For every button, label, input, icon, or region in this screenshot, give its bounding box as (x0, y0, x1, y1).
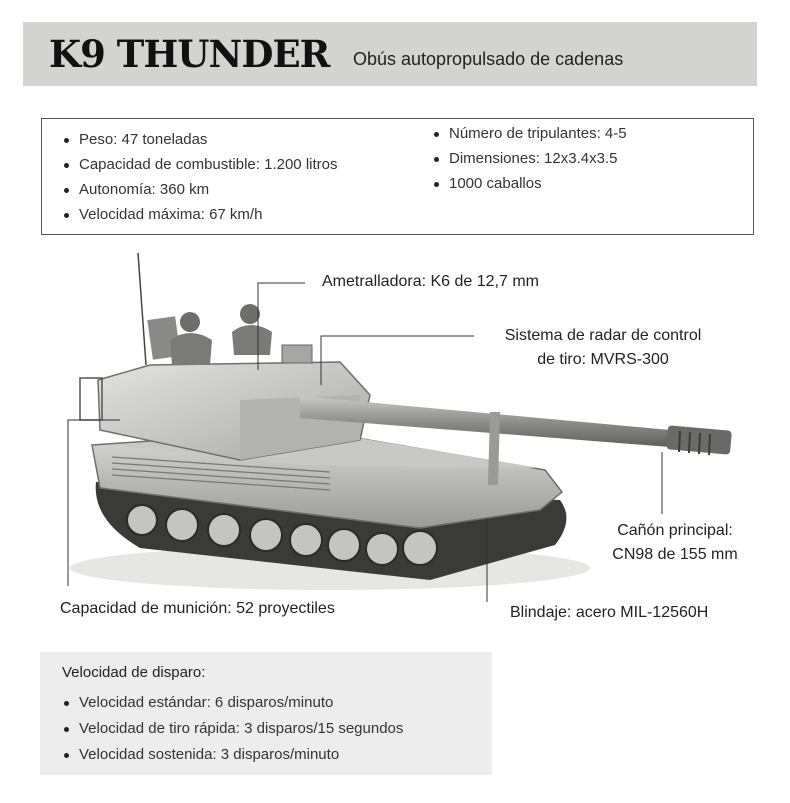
radar-box (282, 345, 312, 363)
callout-radar-line1: Sistema de radar de control (504, 327, 702, 344)
fire-rate-sustained: Velocidad sostenida: 3 disparos/minuto (62, 746, 403, 772)
specs-panel (41, 118, 754, 235)
page-title: K9 THUNDER (49, 32, 330, 76)
page-subtitle: Obús autopropulsado de cadenas (353, 49, 624, 69)
spec-speed: Velocidad máxima: 67 km/h (62, 206, 338, 231)
spec-crew: Número de tripulantes: 4-5 (432, 125, 627, 150)
crew-body-1 (170, 333, 212, 365)
specs-list-right (432, 125, 627, 200)
callout-machine-gun: Ametralladora: K6 de 12,7 mm (322, 273, 539, 290)
crew-head-2 (240, 304, 260, 324)
fire-rate-title: Velocidad de disparo: (62, 664, 206, 681)
spec-dimensions: Dimensiones: 12x3.4x3.5 (432, 150, 627, 175)
title-bar (23, 22, 757, 86)
callout-gun-line1: Cañón principal: (617, 522, 733, 539)
callout-main-gun (600, 519, 750, 567)
spec-fuel: Capacidad de combustible: 1.200 litros (62, 156, 338, 181)
specs-list-left (62, 131, 338, 231)
callout-ammunition: Capacidad de munición: 52 proyectiles (60, 600, 335, 617)
barrel-support (488, 412, 500, 485)
crew-head-1 (180, 312, 200, 332)
spec-range: Autonomía: 360 km (62, 181, 338, 206)
crew-body-2 (232, 325, 272, 355)
fire-rate-rapid: Velocidad de tiro rápida: 3 disparos/15 segundos (62, 720, 403, 746)
callout-gun-line2: CN98 de 155 mm (612, 546, 738, 563)
antenna (138, 253, 146, 365)
fire-rate-panel (40, 652, 492, 775)
fire-rate-standard: Velocidad estándar: 6 disparos/minuto (62, 694, 403, 720)
callout-radar (483, 324, 723, 372)
spec-power: 1000 caballos (432, 175, 627, 200)
callout-armor: Blindaje: acero MIL-12560H (510, 604, 709, 621)
fire-rate-list (62, 694, 403, 772)
spec-weight: Peso: 47 toneladas (62, 131, 338, 156)
callout-radar-line2: de tiro: MVRS-300 (537, 351, 669, 368)
